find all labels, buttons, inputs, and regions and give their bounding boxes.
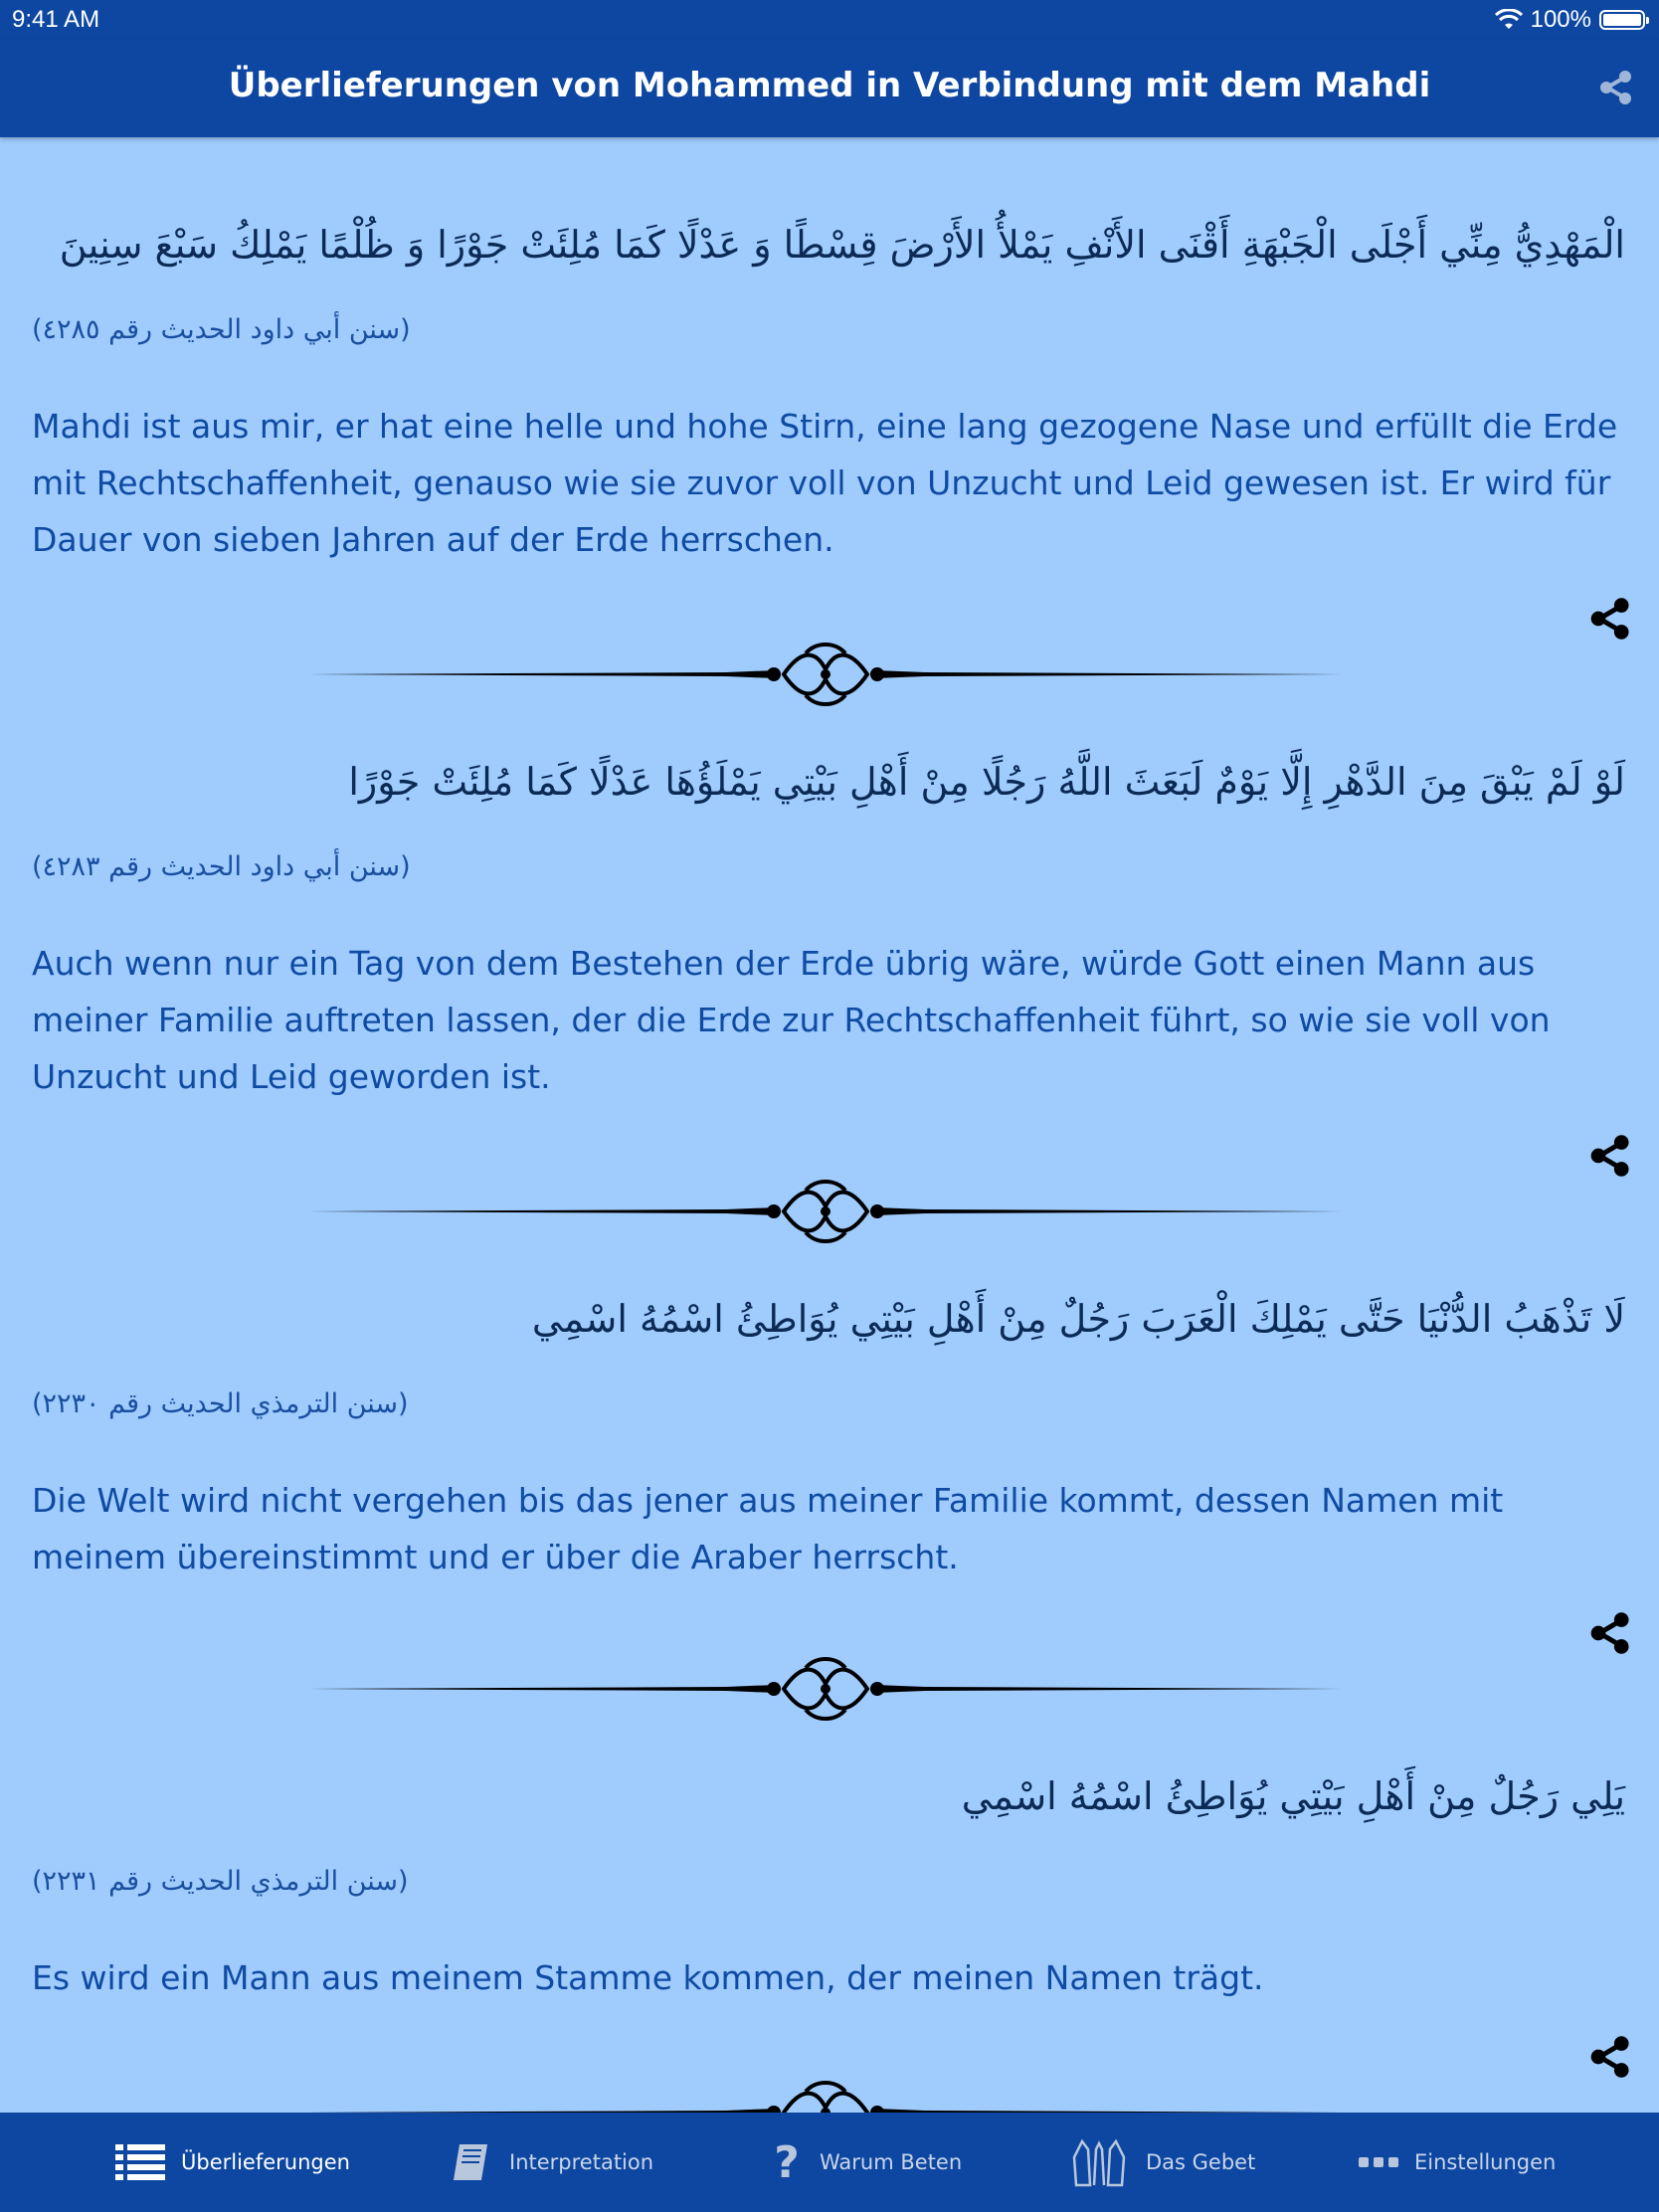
tab-label: Das Gebet [1146,2150,1256,2174]
page-title: Überlieferungen von Mohammed in Verbindung mit dem Mahdi [228,66,1431,105]
ornament-divider [308,1654,1343,1724]
praying-hands-icon [1068,2137,1130,2187]
hadith-list[interactable] [0,137,1659,2113]
arabic-text: لَا تَذْهَبُ الدُّنْيَا حَتَّى يَمْلِكَ الْعَرَبَ رَجُلٌ مِنْ أَهْلِ بَيْتِي يُوَاطِئُ اسْمُهُ اسْمِي [531,1297,1625,1341]
status-right [1495,6,1645,34]
ornament-divider [308,640,1343,709]
translation-text: Es wird ein Mann aus meinem Stamme kommen, der meinen Namen trägt. [32,1958,1264,1997]
status-time: 9:41 AM [12,6,100,33]
battery-percent: 100% [1530,6,1591,33]
share-icon[interactable] [1587,1611,1631,1655]
tab-das-gebet[interactable] [1068,2113,1255,2212]
question-icon: ? [774,2136,800,2188]
ornament-divider [308,2078,1343,2113]
hadith-source: (سنن أبي داود الحديث رقم ٤٢٨٣) [32,851,411,882]
tab-bar [0,2113,1659,2212]
tab-label: Interpretation [509,2150,654,2174]
hadith-source: (سنن الترمذي الحديث رقم ٢٢٣٠) [32,1388,409,1419]
translation-text: Die Welt wird nicht vergehen bis das jener aus meiner Familie kommt, dessen Namen mit meinem übereinstimmt und er über die Araber herrscht. [32,1481,1504,1576]
list-icon [115,2142,165,2182]
arabic-text: يَلِي رَجُلٌ مِنْ أَهْلِ بَيْتِي يُوَاطِئُ اسْمُهُ اسْمِي [961,1774,1625,1818]
tab-label: Einstellungen [1414,2150,1557,2174]
navigation-bar [0,40,1659,137]
status-bar [0,0,1659,40]
tab-label: Überlieferungen [181,2150,350,2174]
more-icon [1359,2154,1398,2170]
battery-icon [1599,10,1645,30]
translation-text: Mahdi ist aus mir, er hat eine helle und hohe Stirn, eine lang gezogene Nase und erfüllt die Erde mit Rechtschaffenheit, genauso wie sie zuvor voll von Unzucht und Leid gewesen ist. Er wird für Dauer von sieben Jahren auf der Erde herrschen. [32,407,1618,559]
book-icon [450,2140,493,2184]
hadith-source: (سنن أبي داود الحديث رقم ٤٢٨٥) [32,314,411,345]
wifi-icon [1495,9,1523,31]
ornament-divider [308,1177,1343,1246]
tab-einstellungen[interactable] [1359,2113,1556,2212]
share-icon[interactable] [1587,597,1631,641]
arabic-text: الْمَهْدِيُّ مِنِّي أَجْلَى الْجَبْهَةِ أَقْنَى الأَنْفِ يَمْلأُ الأَرْضَ قِسْطًا وَ عَدْلًا كَمَا مُلِئَتْ جَوْرًا وَ ظُلْمًا يَمْلِكُ سَبْعَ سِنِينَ [59,223,1625,267]
tab-warum-beten[interactable] [770,2113,962,2212]
tab-uberlieferungen[interactable] [115,2113,350,2212]
arabic-text: لَوْ لَمْ يَبْقَ مِنَ الدَّهْرِ إِلَّا يَوْمٌ لَبَعَثَ اللَّهُ رَجُلًا مِنْ أَهْلِ بَيْتِي يَمْلَؤُهَا عَدْلًا كَمَا مُلِئَتْ جَوْرًا [348,760,1625,804]
tab-label: Warum Beten [820,2150,963,2174]
tab-interpretation[interactable] [450,2113,653,2212]
share-icon[interactable] [1597,70,1633,105]
translation-text: Auch wenn nur ein Tag von dem Bestehen der Erde übrig wäre, würde Gott einen Mann aus meiner Familie auftreten lassen, der die Erde zur Rechtschaffenheit führt, so wie sie voll von Unzucht und Leid geworden ist. [32,944,1551,1096]
share-icon[interactable] [1587,1134,1631,1178]
hadith-source: (سنن الترمذي الحديث رقم ٢٢٣١) [32,1866,409,1897]
share-icon[interactable] [1587,2035,1631,2079]
